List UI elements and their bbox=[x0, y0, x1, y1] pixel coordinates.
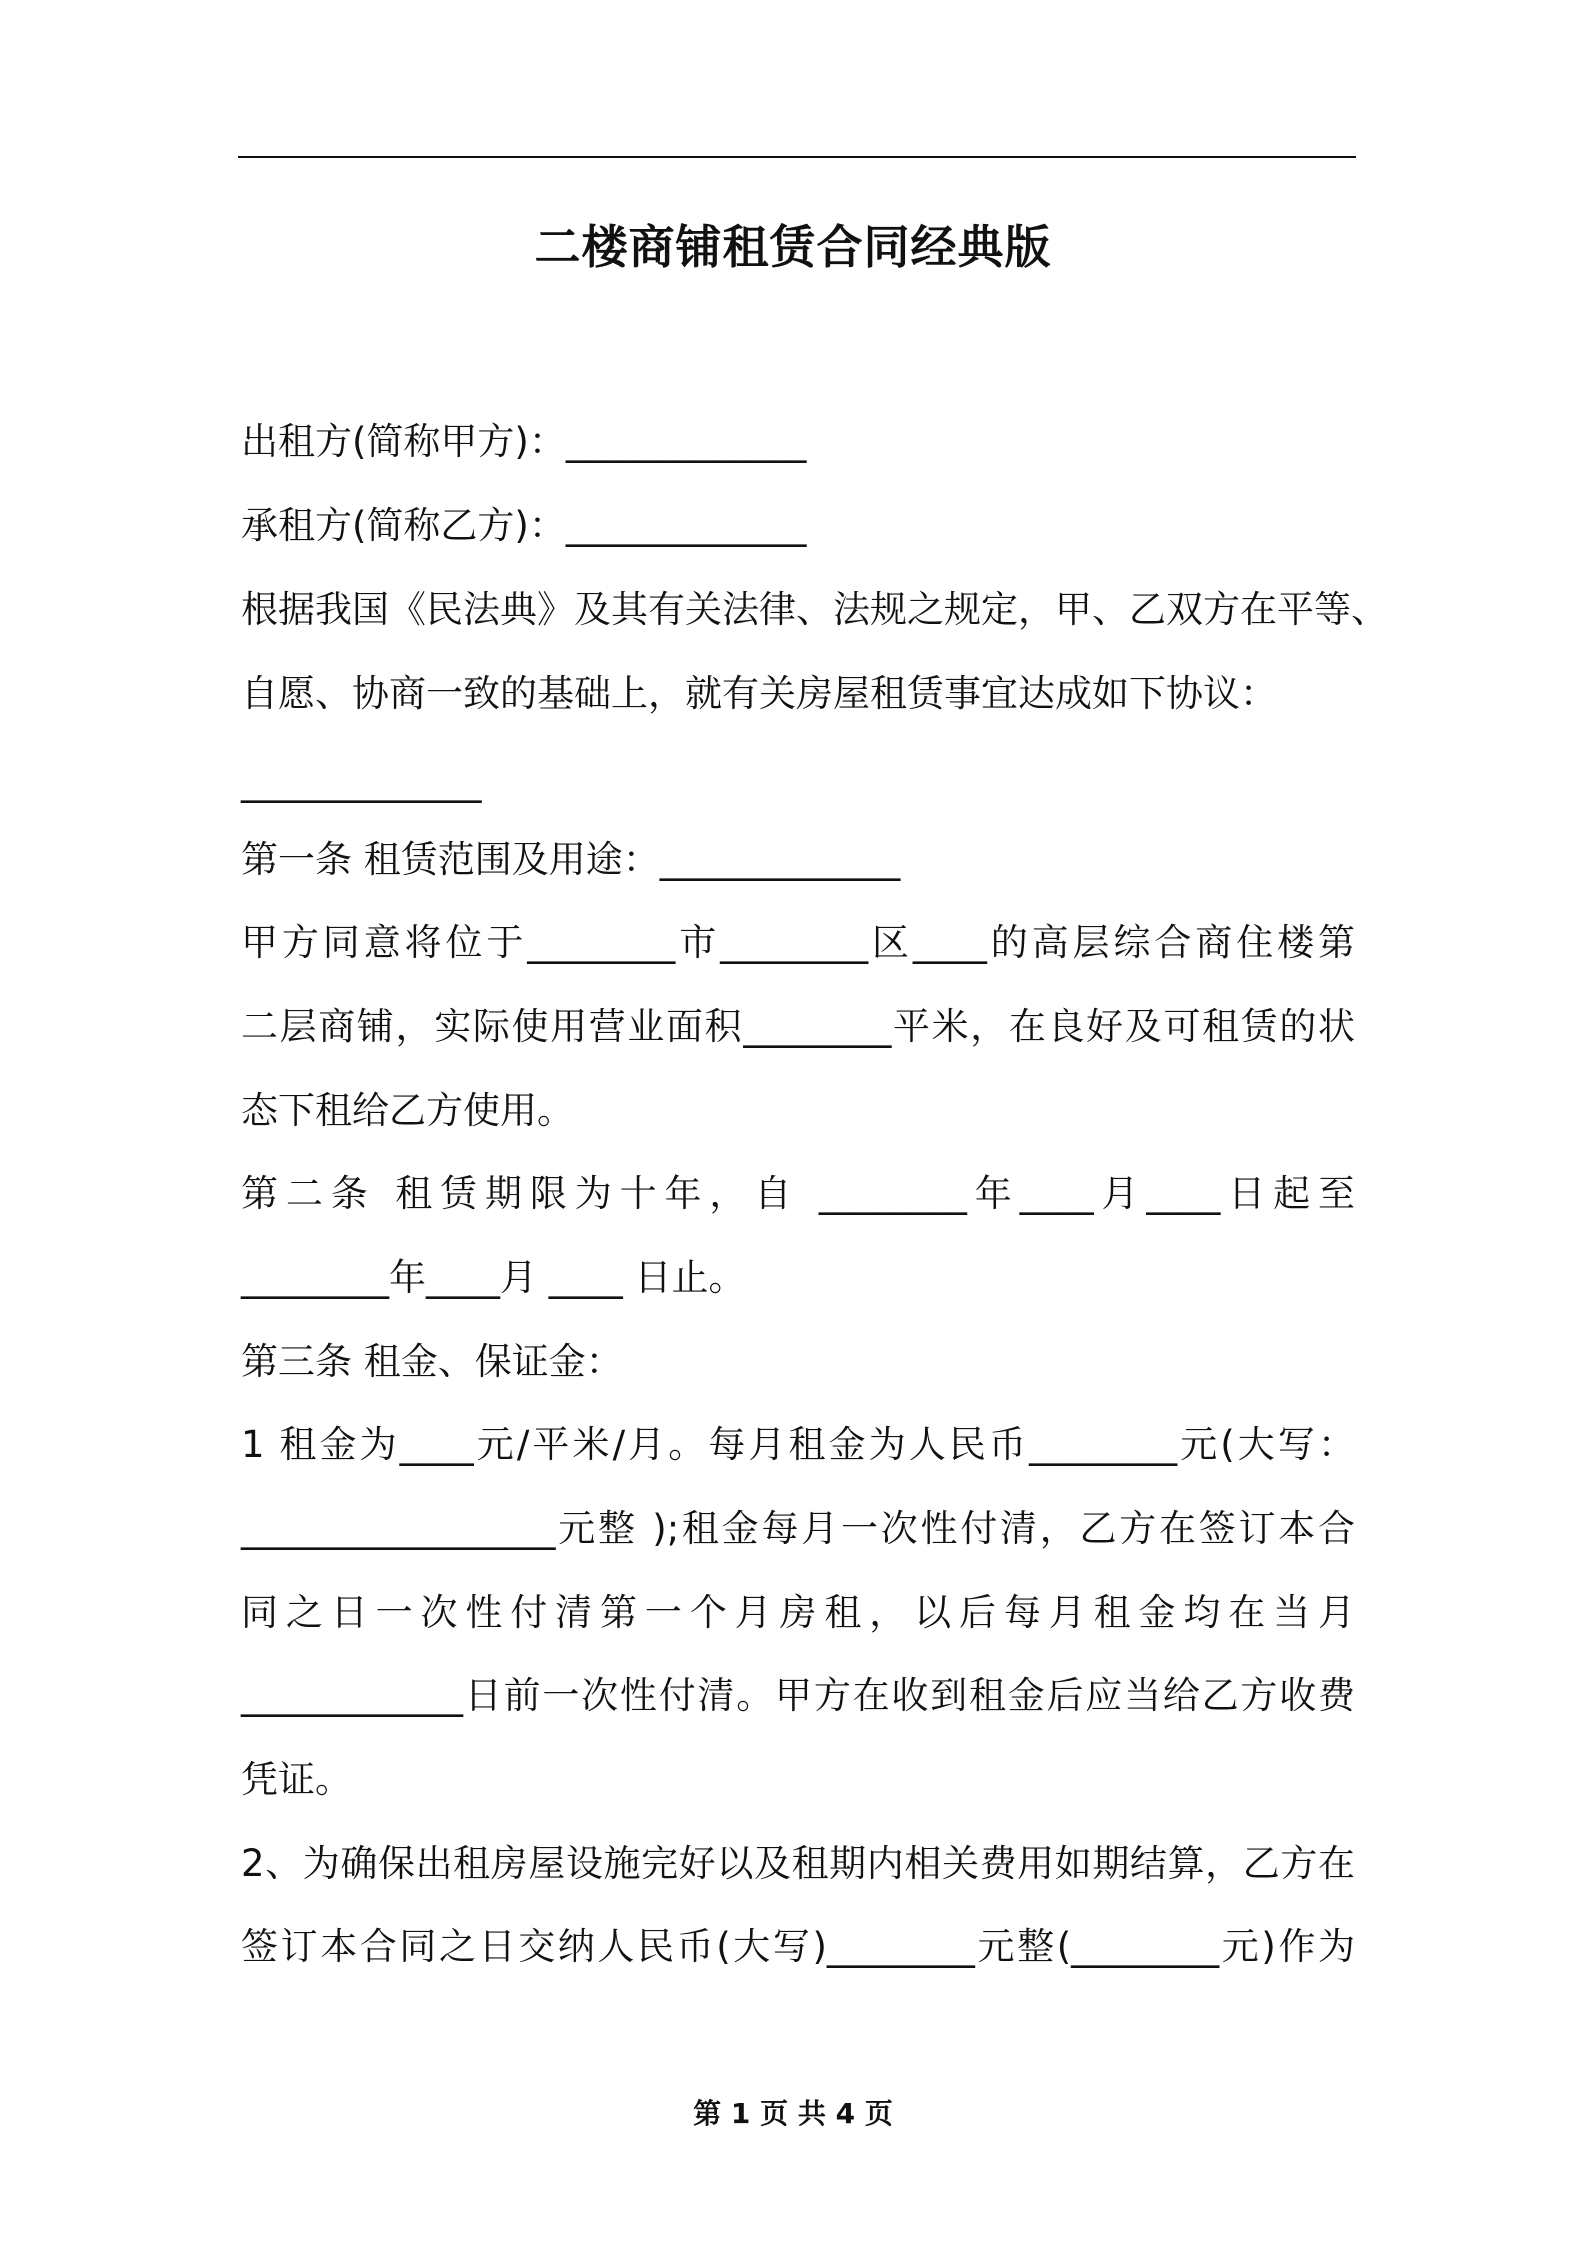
article-3-item-2-line-2: 签订本合同之日交纳人民币(大写)________元整(________元)作为 bbox=[241, 1925, 1355, 1968]
article-1-heading: 第一条 租赁范围及用途：_____________ bbox=[241, 838, 901, 881]
article-3-heading: 第三条 租金、保证金： bbox=[241, 1340, 623, 1383]
article-3-item-1-line-2: _________________元整 );租金每月一次性付清，乙方在签订本合 bbox=[241, 1507, 1355, 1550]
article-1-line-1: 甲方同意将位于________市________区____的高层综合商住楼第 bbox=[241, 921, 1355, 964]
article-1-line-2: 二层商铺，实际使用营业面积________平米，在良好及可租赁的状 bbox=[241, 1005, 1355, 1048]
preamble-line-1: 根据我国《民法典》及其有关法律、法规之规定，甲、乙双方在平等、 bbox=[241, 588, 1388, 631]
article-1-line-3: 态下租给乙方使用。 bbox=[241, 1089, 574, 1132]
lessee-line: 承租方(简称乙方)：_____________ bbox=[241, 504, 807, 547]
article-3-item-1-line-3: 同之日一次性付清第一个月房租，以后每月租金均在当月 bbox=[241, 1591, 1355, 1634]
document-title: 二楼商铺租赁合同经典版 bbox=[534, 220, 1052, 274]
preamble-line-2: 自愿、协商一致的基础上，就有关房屋租赁事宜达成如下协议： bbox=[241, 672, 1277, 715]
page-footer: 第 1 页 共 4 页 bbox=[693, 2097, 893, 2130]
article-2-line-1: 第二条 租赁期限为十年，自 ________年____月____日起至 bbox=[241, 1172, 1355, 1215]
article-3-item-2-line-1: 2、为确保出租房屋设施完好以及租期内相关费用如期结算，乙方在 bbox=[241, 1842, 1355, 1885]
article-3-item-1-line-4: ____________日前一次性付清。甲方在收到租金后应当给乙方收费 bbox=[241, 1674, 1355, 1717]
article-3-item-1-line-5: 凭证。 bbox=[241, 1758, 352, 1801]
header-rule bbox=[238, 156, 1356, 158]
lessor-line: 出租方(简称甲方)：_____________ bbox=[241, 420, 807, 463]
article-2-line-2: ________年____月 ____ 日止。 bbox=[241, 1256, 746, 1299]
article-3-item-1-line-1: 1 租金为____元/平米/月。每月租金为人民币________元(大写： bbox=[241, 1423, 1355, 1466]
preamble-blank: _____________ bbox=[241, 760, 482, 803]
